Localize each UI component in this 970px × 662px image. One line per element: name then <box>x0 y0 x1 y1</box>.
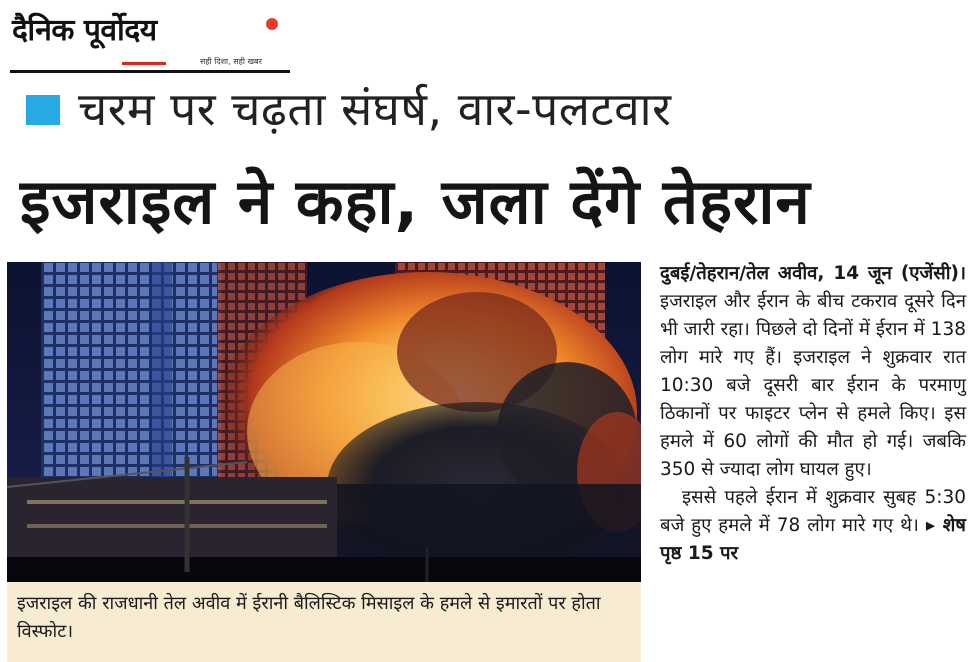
newspaper-tagline: सही दिशा, सही खबर <box>200 57 262 66</box>
masthead-rule <box>10 70 290 73</box>
kicker-square-icon <box>26 95 60 125</box>
logo-red-bar <box>122 62 166 65</box>
main-headline: इजराइल ने कहा, जला देंगे तेहरान <box>20 165 811 238</box>
explosion-photo <box>7 262 641 582</box>
explosion-photo-icon <box>7 262 641 582</box>
news-story <box>660 260 966 568</box>
story-para-1 <box>660 260 966 484</box>
logo-dot-icon <box>266 18 278 30</box>
story-text-2: इससे पहले ईरान में शुक्रवार सुबह 5:30 बजे हुए हमले में 78 लोग मारे गए थे। <box>660 487 966 536</box>
story-text-1: इजराइल और ईरान के बीच टकराव दूसरे दिन भी जारी रहा। पिछले दो दिनों में ईरान में 138 लोग मारे गए हैं। इजराइल ने शुक्रवार रात 10:30 बजे दूसरी बार ईरान के परमाणु ठिकानों पर फाइटर प्लेन से हमले किए। इस हमले में 60 लोगों की मौत हो गई। जबकि 350 से ज्यादा लोग घायल हुए। <box>660 291 966 480</box>
continued-on-page-link[interactable]: ▸ शेष पृष्ठ 15 पर <box>660 515 966 564</box>
story-para-2 <box>660 484 966 568</box>
masthead <box>10 6 290 72</box>
dateline: दुबई/तेहरान/तेल अवीव, 14 जून (एजेंसी)। <box>660 263 966 284</box>
photo-caption: इजराइल की राजधानी तेल अवीव में ईरानी बैलिस्टिक मिसाइल के हमले से इमारतों पर होता विस्फोट। <box>7 582 641 662</box>
kicker-headline: चरम पर चढ़ता संघर्ष, वार-पलटवार <box>78 82 672 136</box>
newspaper-title: दैनिक पूर्वोदय <box>12 13 157 48</box>
